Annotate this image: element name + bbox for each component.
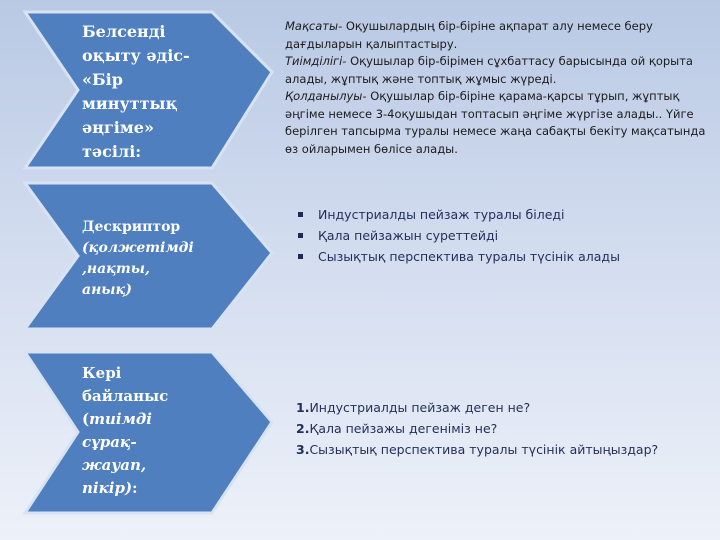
descriptor-list: [296, 204, 676, 267]
feedback-italic: жауап,: [82, 456, 147, 474]
list-item: [296, 204, 676, 225]
question-number: 3.: [296, 442, 310, 457]
question-text: Қала пейзажы дегеніміз не?: [309, 421, 498, 436]
feedback-italic: сұрақ-: [82, 433, 137, 451]
feedback-title-line: [82, 477, 212, 500]
bullet-icon: [298, 254, 303, 259]
question-item: [296, 418, 676, 439]
chevron-feedback: [0, 350, 280, 515]
usage-text: Оқушылар бір-біріне қарама-қарсы тұрып, жұптық әңгіме немесе 3-4оқушыдан топтасып әңгіме жүргізе алады.. Үйге берілген тапсырма туралы немесе жаңа сабақты бекіту мақсатында өз ойларымен бөлісе алады.: [285, 89, 706, 156]
bullet-icon: [298, 212, 303, 217]
goal-text: Оқушылардың бір-біріне ақпарат алу немесе беру дағдыларын қалыптастыру.: [285, 19, 653, 51]
effectiveness-term: Тиімділігі-: [285, 54, 347, 68]
method-title-line: «Бір: [82, 70, 123, 89]
method-description: [285, 18, 710, 158]
method-title-line: минуттық: [82, 94, 178, 113]
paren-open: (: [82, 410, 90, 428]
descriptor-subtitle-line: ,нақты,: [82, 261, 150, 277]
usage-term: Қолданылуы-: [285, 89, 367, 103]
question-text: Сызықтық перспектива туралы түсінік айтыңыздар?: [309, 442, 659, 457]
descriptor-text: Индустриалды пейзаж туралы біледі: [318, 207, 565, 222]
question-item: [296, 439, 676, 460]
feedback-title-line: [82, 408, 212, 431]
question-number: 1.: [296, 400, 310, 415]
method-title: [82, 20, 212, 164]
descriptor-heading: Дескриптор: [82, 219, 181, 235]
method-title-line: Белсенді: [82, 22, 166, 41]
descriptor-title: [82, 217, 212, 301]
feedback-title: [82, 362, 212, 500]
chevron-descriptor: [0, 181, 280, 331]
feedback-title-line: Кері: [82, 364, 122, 382]
descriptor-text: Сызықтық перспектива туралы түсінік алады: [318, 249, 620, 264]
feedback-title-line: байланыс: [82, 387, 169, 405]
method-title-line: әңгіме»: [82, 118, 154, 137]
goal-paragraph: [285, 18, 710, 53]
chevron-method: [0, 10, 280, 170]
list-item: [296, 246, 676, 267]
descriptor-subtitle-line: (қолжетімді: [82, 240, 194, 256]
bullet-icon: [298, 233, 303, 238]
feedback-italic: пікір): [82, 479, 133, 497]
question-text: Индустриалды пейзаж деген не?: [309, 400, 531, 415]
method-title-line: тәсілі:: [82, 142, 142, 161]
effectiveness-paragraph: [285, 53, 710, 88]
descriptor-text: Қала пейзажын суреттейді: [318, 228, 499, 243]
question-number: 2.: [296, 421, 310, 436]
question-list: [296, 397, 676, 460]
list-item: [296, 225, 676, 246]
feedback-italic: тиімді: [89, 410, 152, 428]
effectiveness-text: Оқушылар бір-бірімен сұхбаттасу барысында ой қорыта алады, жұптық және топтық жұмыс жүреді.: [285, 54, 693, 86]
goal-term: Мақсаты-: [285, 19, 343, 33]
question-item: [296, 397, 676, 418]
usage-paragraph: [285, 88, 710, 158]
colon: :: [132, 479, 138, 497]
method-title-line: оқыту әдіс-: [82, 46, 190, 65]
descriptor-subtitle-line: анық): [82, 282, 132, 298]
